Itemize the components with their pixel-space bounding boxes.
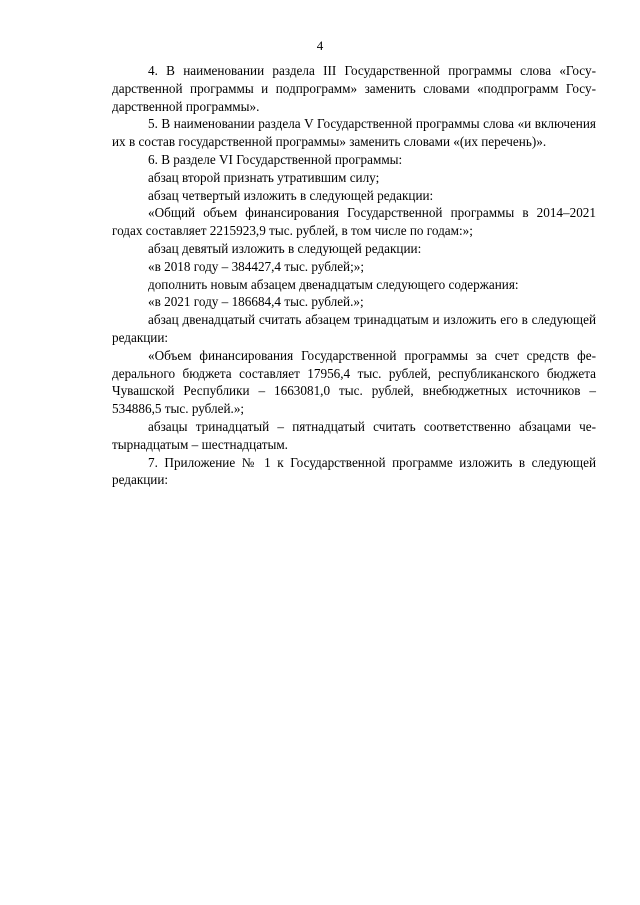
document-body xyxy=(112,62,596,489)
paragraph-item-7: 7. Приложение № 1 к Государственной программе изложить в следующей редакции: xyxy=(112,454,596,488)
page-number: 4 xyxy=(316,38,324,53)
paragraph-quote-financing-sources: «Объем финансирования Государственной программы за счет средств федерального бюджета составляет 17956,4 тыс. рублей, республиканского бюджета Чувашской Республики – 1663081,0 тыс. рублей, внебюджетных источников – 534886,5 тыс. рублей.»; xyxy=(112,347,596,417)
paragraph-renumbering: абзацы тринадцатый – пятнадцатый считать соответственно абзацами четырнадцатым – шестнадцатым. xyxy=(112,418,596,452)
paragraph-abzac-devyatyy: абзац девятый изложить в следующей редакции: xyxy=(148,240,422,256)
paragraph-item-6: 6. В разделе VI Государственной программы: xyxy=(148,151,403,167)
paragraph-item-5: 5. В наименовании раздела V Государственной программы слова «и включения их в состав государственной программы» заменить словами «(их перечень)». xyxy=(112,116,596,150)
paragraph-quote-total-financing: «Общий объем финансирования Государственной программы в 2014–2021 годах составляет 2215923,9 тыс. рублей, в том числе по годам:»; xyxy=(112,205,596,239)
paragraph-abzac-chetvertyy: абзац четвертый изложить в следующей редакции: xyxy=(148,187,434,203)
paragraph-new-abzac-12: дополнить новым абзацем двенадцатым следующего содержания: xyxy=(148,276,519,292)
paragraph-abzac-12-to-13: абзац двенадцатый считать абзацем тринадцатым и изложить его в следующей редакции: xyxy=(112,312,596,345)
paragraph-quote-2018: «в 2018 году – 384427,4 тыс. рублей;»; xyxy=(148,258,365,274)
paragraph-quote-2021: «в 2021 году – 186684,4 тыс. рублей.»; xyxy=(148,294,364,310)
paragraph-abzac-vtoroy: абзац второй признать утратившим силу; xyxy=(148,169,380,185)
paragraph-item-4: 4. В наименовании раздела III Государственной программы слова «Государственной программы и подпрограмм» заменить словами «подпрограмм Государственной программы». xyxy=(112,63,596,114)
